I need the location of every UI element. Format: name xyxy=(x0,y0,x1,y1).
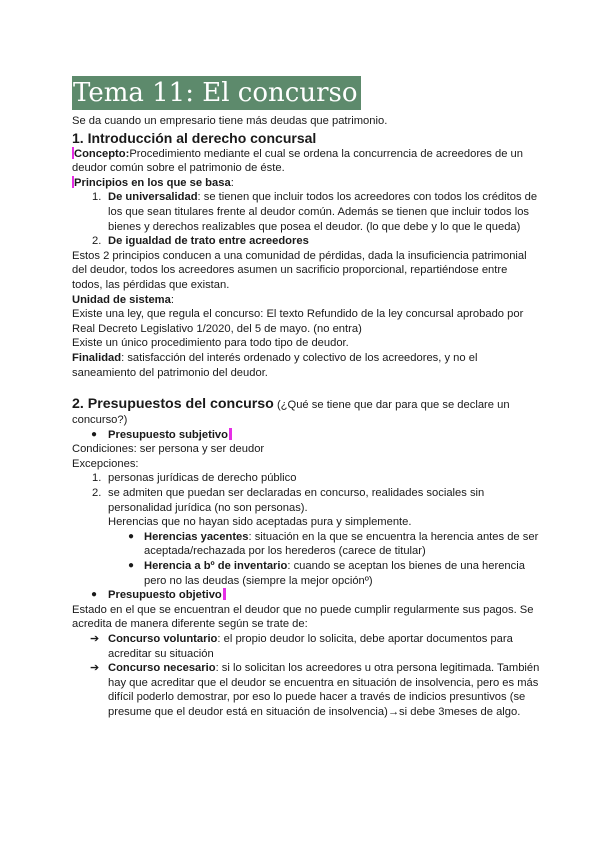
list-item xyxy=(72,559,540,588)
list-item-label: De universalidad xyxy=(108,191,198,204)
objetivo-label: Presupuesto objetivo xyxy=(108,589,222,602)
finalidad-label: Finalidad xyxy=(72,351,122,364)
herencias-intro: Herencias que no hayan sido aceptadas pura y simplemente. xyxy=(108,516,412,529)
list-number: 1. xyxy=(92,472,102,485)
excepciones-list xyxy=(72,471,540,515)
list-item-label: Concurso necesario xyxy=(108,662,216,675)
list-item xyxy=(72,190,540,234)
section-2-heading xyxy=(72,395,540,428)
concepto-paragraph xyxy=(72,147,540,176)
arrow-icon: ➔ xyxy=(90,633,100,645)
herencias-list xyxy=(72,530,540,588)
principios-label: Principios en los que se basa xyxy=(74,176,231,189)
objetivo-bullet xyxy=(72,588,540,603)
list-item-text: : situación en la que se encuentra la herencia antes de ser aceptada/rechazada por los herederos (carece de titular) xyxy=(144,530,539,558)
excepciones-text: Excepciones: xyxy=(72,457,139,470)
condiciones-text: Condiciones: ser persona y ser deudor xyxy=(72,443,265,456)
principios-paragraph xyxy=(72,176,540,191)
list-item xyxy=(72,471,540,486)
list-item xyxy=(72,588,540,603)
list-item xyxy=(72,234,540,249)
title-block xyxy=(72,76,540,110)
bullet-icon: ● xyxy=(128,560,135,572)
bullet-icon: ● xyxy=(91,589,98,601)
principios-tail: : xyxy=(230,176,234,189)
highlight-mark xyxy=(229,428,232,440)
list-item-label: Concurso voluntario xyxy=(108,633,218,645)
list-item-label: De igualdad de trato entre acreedores xyxy=(108,235,309,248)
unidad-label: Unidad de sistema xyxy=(72,293,171,306)
comunidad-paragraph: Estos 2 principios conducen a una comunidad de pérdidas, dada la insuficiencia patrimonial del deudor, todos los acreedores asumen un sacrificio proporcional, repartiéndose entre todos, las pérdidas que existan. xyxy=(72,249,527,291)
list-item-text: personas jurídicas de derecho público xyxy=(108,472,297,485)
bullet-icon: ● xyxy=(91,428,98,440)
list-item-text: se admiten que puedan ser declaradas en concurso, realidades sociales sin personalidad jurídica (no son personas). xyxy=(108,487,485,514)
objetivo-text: Estado en el que se encuentran el deudor que no puede cumplir regularmente sus pagos. Se acredita de manera diferente según se trate de: xyxy=(72,603,534,631)
finalidad-paragraph xyxy=(72,351,540,380)
list-number: 1. xyxy=(92,191,102,204)
concepto-label: Concepto: xyxy=(74,147,130,160)
subjetivo-label: Presupuesto subjetivo xyxy=(108,428,228,441)
list-number: 2. xyxy=(92,487,102,500)
section-gap xyxy=(72,380,540,395)
list-item xyxy=(72,632,540,661)
intro-text: Se da cuando un empresario tiene más deudas que patrimonio. xyxy=(72,115,388,127)
unidad-text: Existe una ley, que regula el concurso: El texto Refundido de la ley concursal aprobado por Real Decreto Legislativo 1/2020, del 5 de mayo. (no entra) xyxy=(72,308,524,335)
list-number: 2. xyxy=(92,235,102,248)
list-item-text: : si lo solicitan los acreedores u otra persona legitimada. También hay que acreditar que el deudor se encuentra en situación de insolvencia, pero es más difícil poderlo demostrar, por eso lo puede hacer a través de indicios presuntivos (se presume que el deudor está en situación de insolvencia)→si debe 3meses de algo. xyxy=(108,662,540,718)
unico-text: Existe un único procedimiento para todo tipo de deudor. xyxy=(72,337,349,350)
section-2-title: 2. Presupuestos del concurso xyxy=(72,396,274,413)
unidad-tail: : xyxy=(170,293,174,306)
concepto-text: Procedimiento mediante el cual se ordena la concurrencia de acreedores de un deudor común sobre el patrimonio de éste. xyxy=(72,147,523,175)
list-item-text: : se tienen que incluir todos los acreedores con todos los créditos de los que sean titulares frente al deudor común. Además se tienen que incluir todos los bienes y derechos realizables que posea el deudor. (lo que debe y lo que le queda) xyxy=(108,191,538,233)
bullet-icon: ● xyxy=(128,530,135,542)
concursos-list xyxy=(72,632,540,720)
unidad-heading xyxy=(72,293,540,308)
list-item-text: : cuando se aceptan los bienes de una herencia pero no las deudas (siempre la mejor opciónº) xyxy=(144,560,525,587)
list-item xyxy=(72,486,540,515)
arrow-icon: ➔ xyxy=(90,662,100,675)
principios-list xyxy=(72,190,540,248)
section-1-heading: 1. Introducción al derecho concursal xyxy=(72,129,317,146)
list-item-label: Herencias yacentes xyxy=(144,530,249,543)
list-item xyxy=(72,530,540,559)
list-item xyxy=(72,661,540,719)
highlight-mark xyxy=(223,588,226,600)
list-item xyxy=(72,428,540,443)
list-item-label: Herencia a bº de inventario xyxy=(144,560,288,573)
section-2-subtitle: (¿Qué se tiene que dar para que se declare un concurso?) xyxy=(72,399,510,427)
list-item-text: : el propio deudor lo solicita, debe aportar documentos para acreditar su situación xyxy=(108,633,513,660)
subjetivo-bullet xyxy=(72,428,540,443)
page-title: Tema 11: El concurso xyxy=(72,76,361,110)
finalidad-text: : satisfacción del interés ordenado y colectivo de los acreedores, y no el saneamiento del patrimonio del deudor. xyxy=(72,351,478,379)
